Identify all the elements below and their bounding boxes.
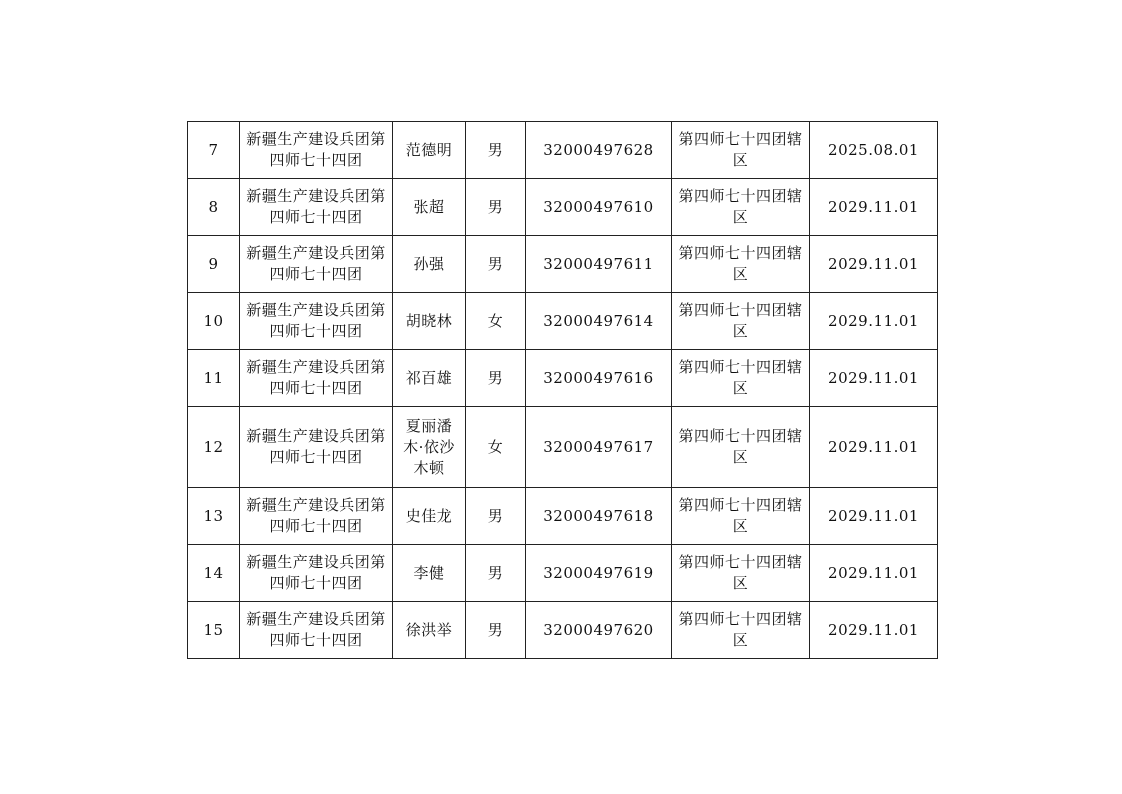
name-cell: 孙强 [393,236,466,293]
name-cell: 史佳龙 [393,488,466,545]
certificate-number-cell: 32000497610 [526,179,672,236]
certificate-number-cell: 32000497617 [526,407,672,488]
certificate-number-cell: 32000497628 [526,122,672,179]
table-row [188,488,938,545]
row-number: 8 [188,179,240,236]
date-cell: 2029.11.01 [810,488,938,545]
name-cell: 徐洪举 [393,602,466,659]
certificate-number-cell: 32000497616 [526,350,672,407]
unit-cell: 新疆生产建设兵团第四师七十四团 [240,350,393,407]
gender-cell: 男 [466,236,526,293]
row-number: 13 [188,488,240,545]
row-number: 12 [188,407,240,488]
gender-cell: 男 [466,122,526,179]
area-cell: 第四师七十四团辖区 [672,293,810,350]
area-cell: 第四师七十四团辖区 [672,488,810,545]
table-row [188,545,938,602]
area-cell: 第四师七十四团辖区 [672,236,810,293]
row-number: 11 [188,350,240,407]
name-cell: 李健 [393,545,466,602]
gender-cell: 男 [466,545,526,602]
table-row [188,350,938,407]
gender-cell: 女 [466,407,526,488]
gender-cell: 男 [466,488,526,545]
date-cell: 2025.08.01 [810,122,938,179]
name-cell: 胡晓林 [393,293,466,350]
certificate-number-cell: 32000497614 [526,293,672,350]
row-number: 10 [188,293,240,350]
name-cell: 祁百雄 [393,350,466,407]
name-cell: 张超 [393,179,466,236]
area-cell: 第四师七十四团辖区 [672,545,810,602]
gender-cell: 男 [466,350,526,407]
unit-cell: 新疆生产建设兵团第四师七十四团 [240,407,393,488]
date-cell: 2029.11.01 [810,350,938,407]
unit-cell: 新疆生产建设兵团第四师七十四团 [240,488,393,545]
date-cell: 2029.11.01 [810,545,938,602]
unit-cell: 新疆生产建设兵团第四师七十四团 [240,545,393,602]
table-row [188,179,938,236]
row-number: 7 [188,122,240,179]
certificate-number-cell: 32000497611 [526,236,672,293]
area-cell: 第四师七十四团辖区 [672,350,810,407]
unit-cell: 新疆生产建设兵团第四师七十四团 [240,293,393,350]
certificate-number-cell: 32000497619 [526,545,672,602]
gender-cell: 男 [466,179,526,236]
unit-cell: 新疆生产建设兵团第四师七十四团 [240,122,393,179]
unit-cell: 新疆生产建设兵团第四师七十四团 [240,236,393,293]
gender-cell: 男 [466,602,526,659]
row-number: 9 [188,236,240,293]
table-row [188,407,938,488]
date-cell: 2029.11.01 [810,293,938,350]
gender-cell: 女 [466,293,526,350]
certificate-number-cell: 32000497620 [526,602,672,659]
area-cell: 第四师七十四团辖区 [672,179,810,236]
unit-cell: 新疆生产建设兵团第四师七十四团 [240,602,393,659]
row-number: 14 [188,545,240,602]
row-number: 15 [188,602,240,659]
area-cell: 第四师七十四团辖区 [672,122,810,179]
area-cell: 第四师七十四团辖区 [672,407,810,488]
date-cell: 2029.11.01 [810,602,938,659]
name-text: 夏丽潘木·依沙木顿 [403,416,455,477]
date-cell: 2029.11.01 [810,179,938,236]
date-cell: 2029.11.01 [810,407,938,488]
name-cell [393,407,466,488]
date-cell: 2029.11.01 [810,236,938,293]
table-row [188,122,938,179]
table-row [188,602,938,659]
table-row [188,293,938,350]
certificate-number-cell: 32000497618 [526,488,672,545]
unit-cell: 新疆生产建设兵团第四师七十四团 [240,179,393,236]
name-cell: 范德明 [393,122,466,179]
table-row [188,236,938,293]
personnel-table [187,121,938,659]
area-cell: 第四师七十四团辖区 [672,602,810,659]
